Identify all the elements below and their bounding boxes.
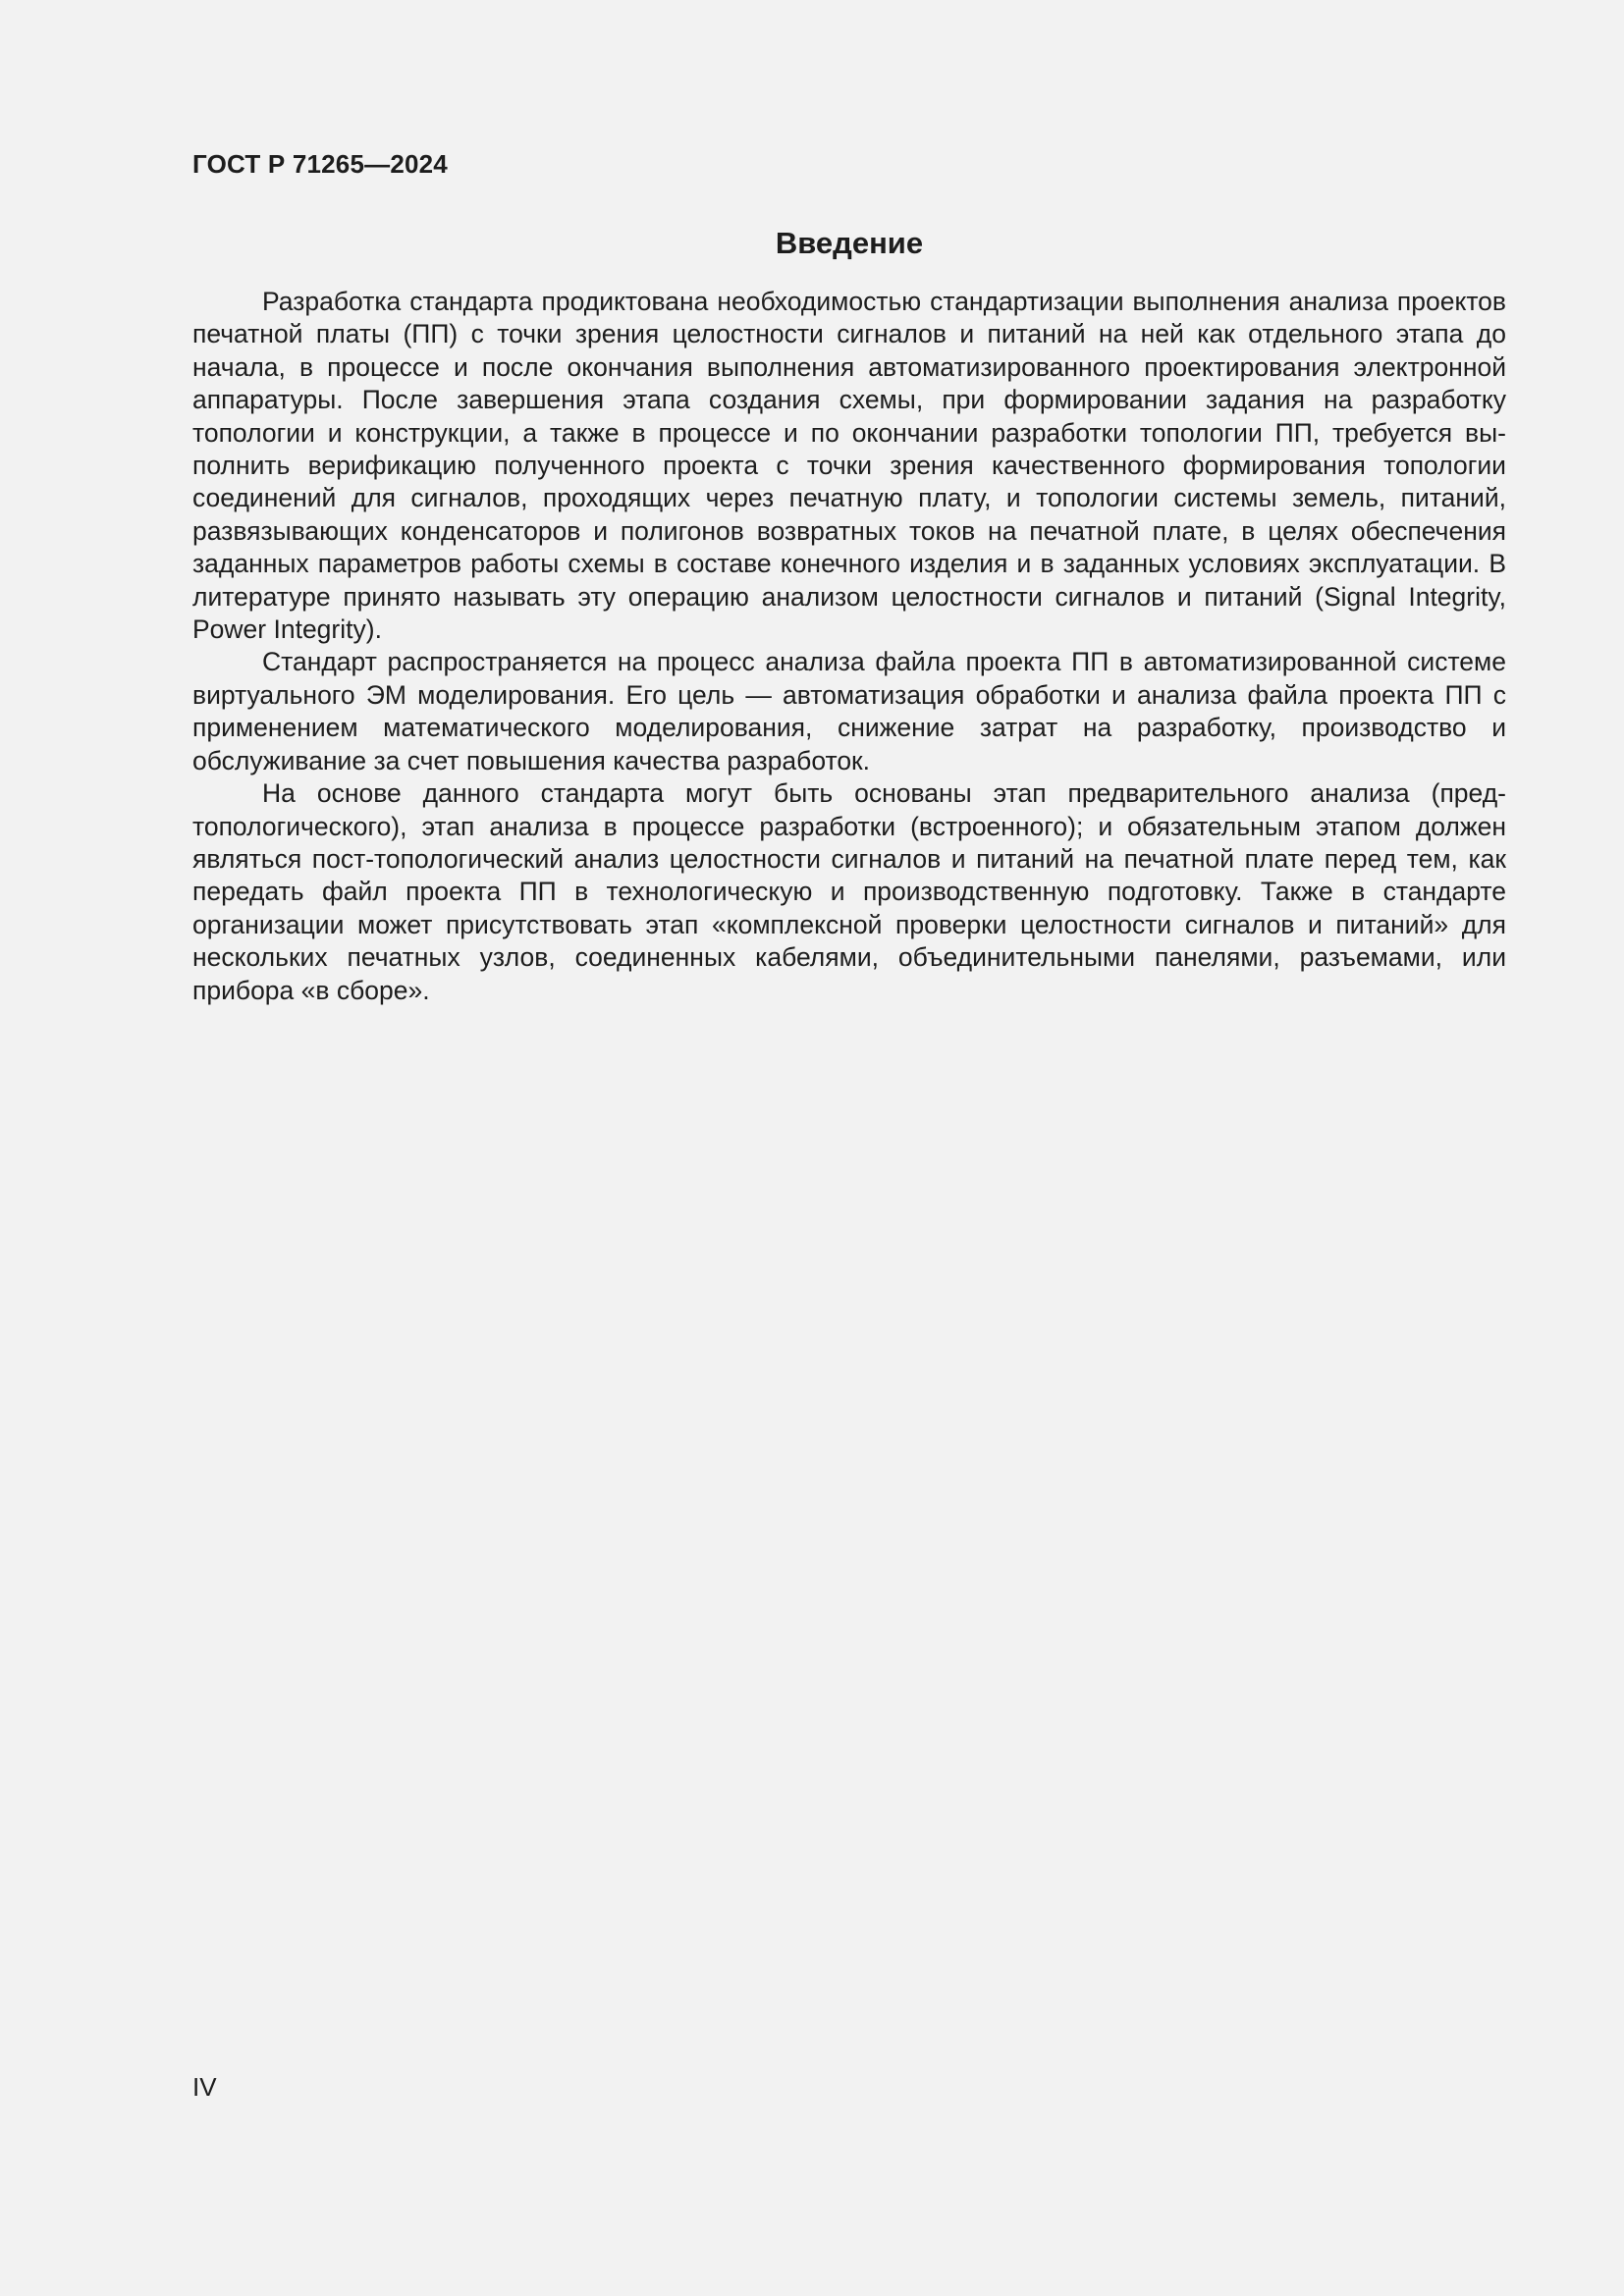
page-number: IV (192, 2072, 217, 2102)
paragraph-2: Стандарт распространяется на процесс анализа файла проекта ПП в автоматизированной системе виртуального ЭМ моделирования. Его цель — автоматизация обработки и анализа файла проекта ПП с применением математического моделирования, снижение затрат на разработку, производство и обслуживание за счет повышения качества разработок. (192, 647, 1506, 775)
section-title: Введение (775, 226, 924, 260)
paragraph-3: На основе данного стандарта могут быть основаны этап предварительного анализа (предтопологического), этап анализа в процессе разработки (встроенного); и обязательным этапом должен являться пост-топологический анализ целостности сигналов и питаний на печатной плате перед тем, как передать файл проекта ПП в технологическую и производственную подготовку. Также в стандарте организации может присутствовать этап «комплексной проверки целостности сигналов и питаний» для нескольких печатных узлов, соединенных кабелями, объединительными панелями, разъемами, или прибора «в сборе». (192, 778, 1506, 1005)
document-code: ГОСТ Р 71265—2024 (192, 149, 448, 179)
body-text (192, 286, 1506, 1007)
paragraph-1: Разработка стандарта продиктована необходимостью стандартизации выполнения анализа проектов печатной платы (ПП) с точки зрения целостности сигналов и питаний на ней как отдельного этапа до начала, в процессе и после окончания выполнения автоматизированного проектирования электронной аппаратуры. После завершения этапа создания схемы, при формировании задания на разработку топологии и конструкции, а также в процессе и по окончании разработки топологии ПП, требуется выполнить верификацию полученного проекта с точки зрения качественного формирования топологии соединений для сигналов, проходящих через печатную плату, и топологии системы земель, питаний, развязывающих конденсаторов и полигонов возвратных токов на печатной плате, в целях обеспечения заданных параметров работы схемы в составе конечного изделия и в заданных условиях эксплуатации. В литературе принято называть эту операцию анализом целостности сигналов и питаний (Signal Integrity, Power Integrity). (192, 287, 1506, 645)
